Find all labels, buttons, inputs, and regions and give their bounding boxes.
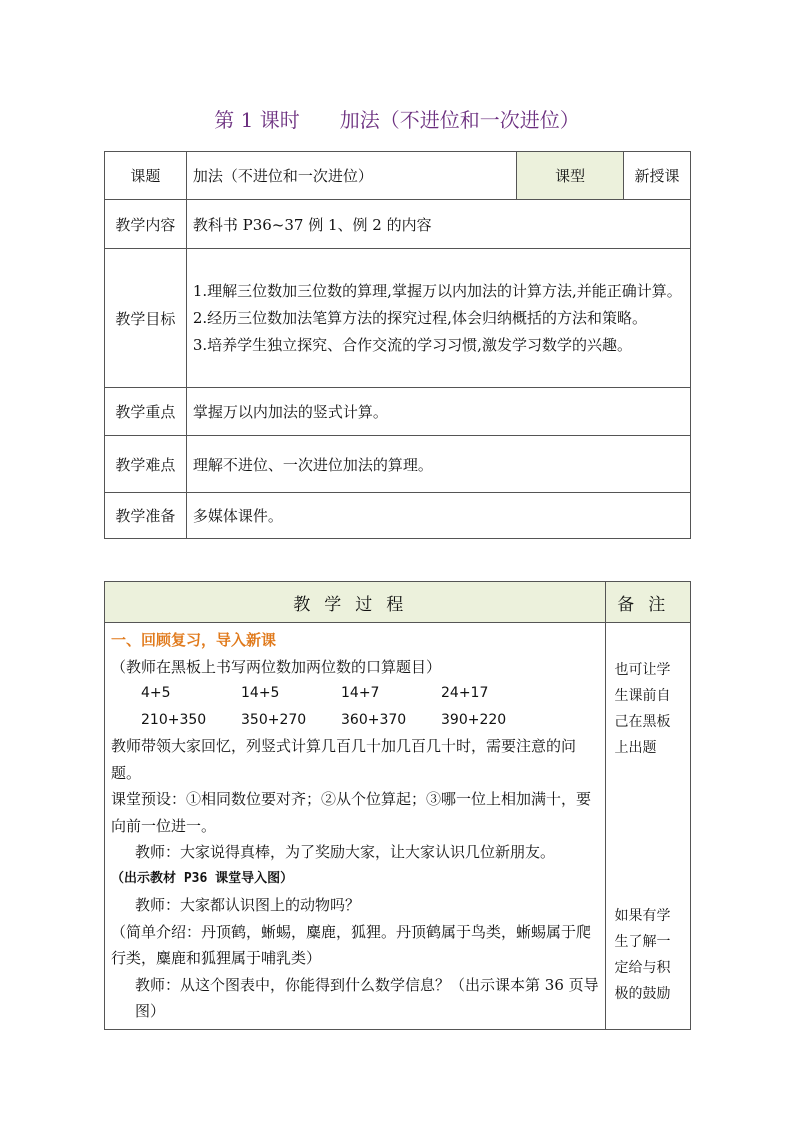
paragraph: 课堂预设：①相同数位要对齐；②从个位算起；③哪一位上相加满十，要向前一位进一。 [111,790,592,835]
content-value: 教科书 P36~37 例 1、例 2 的内容 [186,200,690,249]
lesson-info-table [104,151,691,539]
goals-row [105,249,691,388]
teaching-process-table [104,581,691,1030]
topic-value: 加法（不进位和一次进位） [186,152,516,200]
process-body-row [105,623,691,1030]
lesson-topic: 加法（不进位和一次进位） [339,108,580,132]
content-row [105,200,691,249]
key-value: 掌握万以内加法的竖式计算。 [186,388,690,436]
calc-item: 350+270 [241,711,307,728]
calc-item: 4+5 [141,685,171,701]
remark-item: 也可让学生课前自己在黑板上出题 [614,662,671,756]
prep-value: 多媒体课件。 [186,493,690,539]
process-header-row [105,582,691,623]
difficulty-row [105,436,691,493]
goal-item: 3.培养学生独立探究、合作交流的学习习惯,激发学习数学的兴趣。 [192,335,632,354]
goal-item: 2.经历三位数加法笔算方法的探究过程,体会归纳概括的方法和策略。 [192,308,647,327]
process-content [105,623,606,1030]
paragraph: 教师带领大家回忆，列竖式计算几百几十加几百几十时，需要注意的问题。 [111,737,577,782]
topic-row [105,152,691,200]
calc-row [111,680,599,707]
key-label: 教学重点 [105,388,187,436]
remarks-header: 备注 [606,582,691,623]
page-title [0,104,794,133]
paragraph: 教师：大家说得真棒，为了奖励大家，让大家认识几位新朋友。 [135,843,556,861]
goals-label: 教学目标 [105,249,187,388]
difficulty-label: 教学难点 [105,436,187,493]
remark-item: 如果有学生了解一定给与积极的鼓励 [614,908,671,1002]
paragraph: 教师：从这个图表中，你能得到什么数学信息？（出示课本第 36 页导图） [135,975,599,1020]
process-header: 教学过程 [105,582,606,623]
type-value: 新授课 [624,152,691,200]
paragraph: （教师在黑板上书写两位数加两位数的口算题目） [111,657,442,676]
key-row [105,388,691,436]
remarks-content [606,623,691,1030]
calc-row [111,707,599,734]
lesson-number: 第 1 课时 [214,108,300,132]
calc-item: 14+7 [341,685,380,701]
topic-label: 课题 [105,152,187,200]
calc-item: 210+350 [141,711,207,728]
calc-item: 390+220 [441,711,507,728]
paragraph: （简单介绍：丹顶鹤，蜥蜴，麋鹿，狐狸。丹顶鹤属于鸟类，蜥蜴属于爬行类，麋鹿和狐狸属于哺乳类） [111,922,592,967]
calc-item: 14+5 [241,685,280,701]
goals-list [186,249,690,388]
calc-item: 360+370 [341,711,407,728]
content-label: 教学内容 [105,200,187,249]
section-heading: 一、回顾复习，导入新课 [111,631,277,649]
type-label: 课型 [517,152,624,200]
paragraph: （出示教材 P36 课堂导入图） [111,870,294,886]
goal-item: 1.理解三位数加三位数的算理,掌握万以内加法的计算方法,并能正确计算。 [192,281,682,300]
paragraph: 教师：大家都认识图上的动物吗？ [135,896,361,914]
prep-label: 教学准备 [105,493,187,539]
calc-item: 24+17 [441,685,489,701]
prep-row [105,493,691,539]
difficulty-value: 理解不进位、一次进位加法的算理。 [186,436,690,493]
